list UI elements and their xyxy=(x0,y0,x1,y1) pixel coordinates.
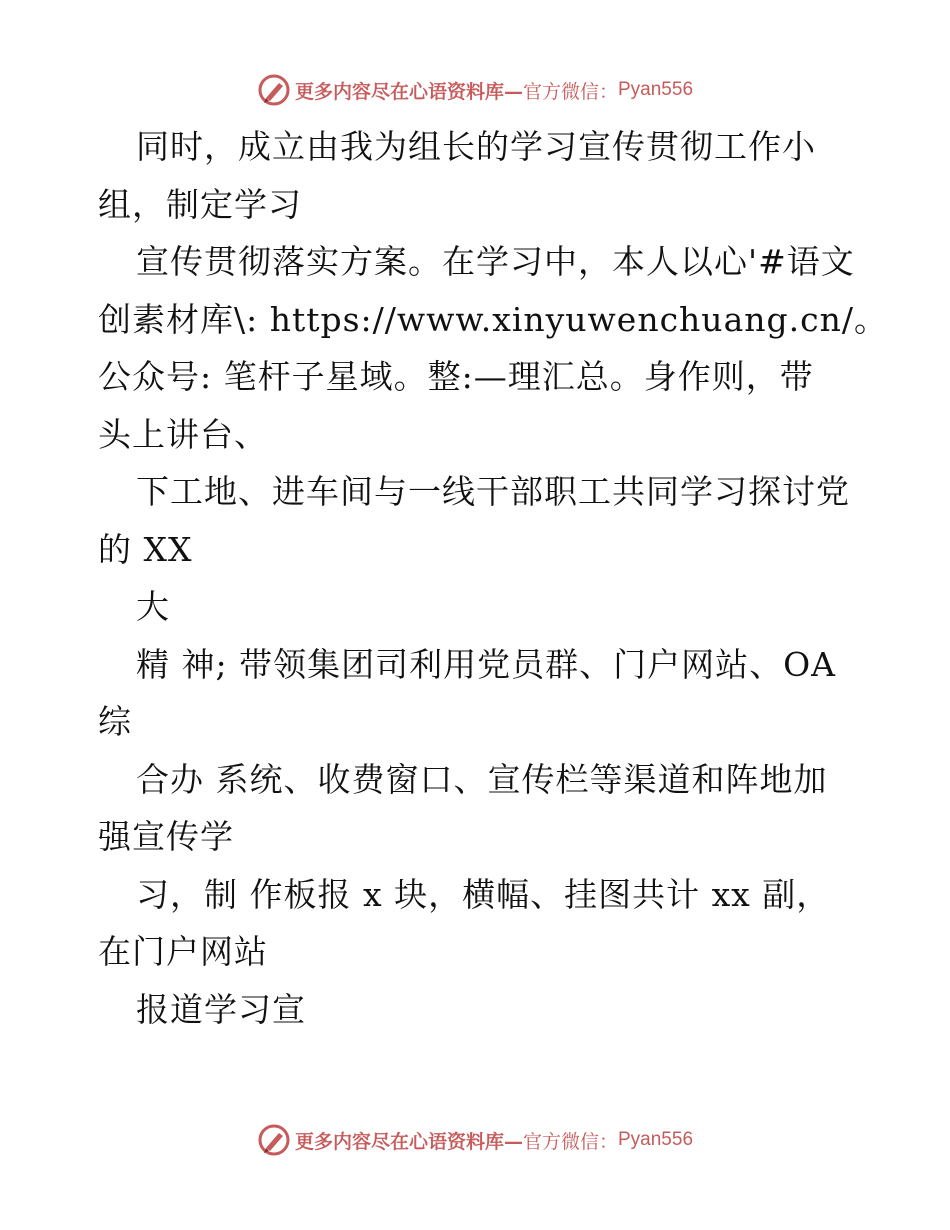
text-line: 组，制定学习 xyxy=(98,184,302,224)
text-line: 报道学习宣 xyxy=(136,989,306,1029)
text-line: 习，制 作板报 x 块，横幅、挂图共计 xx 副， xyxy=(136,874,831,914)
pen-logo-icon xyxy=(257,1123,291,1157)
text-line: 大 xyxy=(136,587,170,626)
text-line: 公众号: 笔杆子星域。整:—理汇总。身作则，带 xyxy=(98,357,814,396)
text-line: 合办 系统、收费窗口、宣传栏等渠道和阵地加 xyxy=(136,759,828,799)
banner-main-text: 更多内容尽在心语资料库— xyxy=(294,1130,523,1153)
text-line: 宣传贯彻落实方案。在学习中，本人以心'#语文 xyxy=(136,242,855,281)
document-body xyxy=(98,118,888,1038)
text-line: 头上讲台、 xyxy=(98,414,268,454)
footer-banner xyxy=(0,1120,950,1160)
banner-wechat-id: Pyan556 xyxy=(618,1129,694,1150)
banner-main-text: 更多内容尽在心语资料库— xyxy=(294,80,523,103)
text-line: 综 xyxy=(98,702,132,741)
text-line: 创素材库\: https://www.xinyuwenchuang.cn/。 xyxy=(98,299,888,339)
text-line: 强宣传学 xyxy=(98,817,234,856)
pen-logo-icon xyxy=(257,73,291,107)
banner-wechat-label: 官方微信： xyxy=(522,80,618,103)
text-line: 的 XX xyxy=(98,529,193,569)
text-line: 精 神; 带领集团司利用党员群、门户网站、OA xyxy=(136,644,836,684)
banner-wechat-label: 官方微信： xyxy=(522,1130,618,1153)
text-line: 下工地、进车间与一线干部职工共同学习探讨党 xyxy=(136,472,850,511)
text-line: 同时，成立由我为组长的学习宣传贯彻工作小 xyxy=(136,127,816,166)
header-banner xyxy=(0,70,950,110)
banner-wechat-id: Pyan556 xyxy=(618,79,694,100)
text-line: 在门户网站 xyxy=(98,932,268,971)
